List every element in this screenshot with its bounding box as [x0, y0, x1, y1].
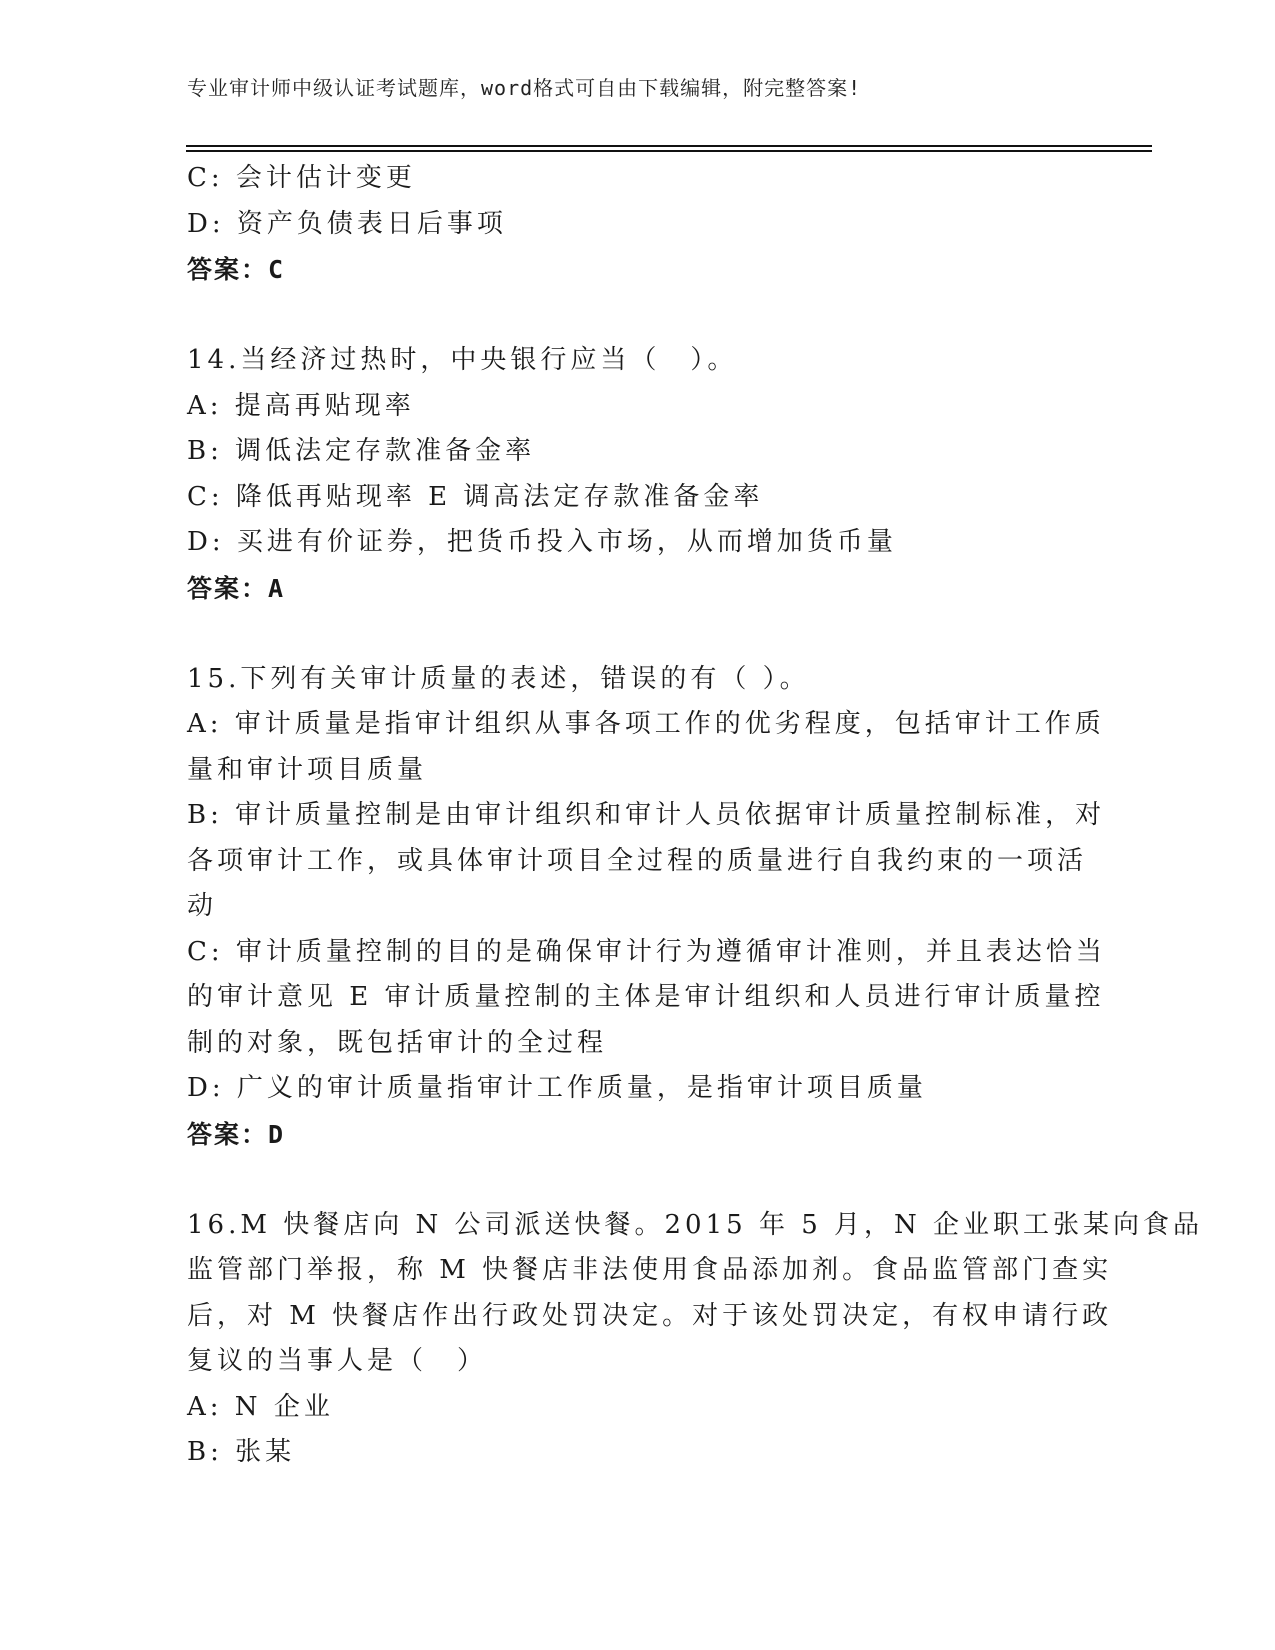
q15-option-a-line1: A: 审计质量是指审计组织从事各项工作的优劣程度，包括审计工作质 — [187, 709, 1105, 739]
header-rule-top — [186, 145, 1152, 147]
page-header: 专业审计师中级认证考试题库，word格式可自由下载编辑，附完整答案! — [187, 76, 862, 100]
spacer — [187, 1157, 1087, 1203]
answer: 答案：C — [187, 255, 286, 284]
q14-option-b: B: 调低法定存款准备金率 — [187, 436, 536, 466]
question-16-line4: 复议的当事人是（ ） — [187, 1346, 488, 1376]
question-15: 15.下列有关审计质量的表述，错误的有（ ）。 — [187, 663, 810, 694]
question-16-line2: 监管部门举报，称 M 快餐店非法使用食品添加剂。食品监管部门查实 — [187, 1255, 1113, 1285]
q14-option-d: D: 买进有价证券，把货币投入市场，从而增加货币量 — [187, 527, 897, 557]
q14-answer: 答案：A — [187, 573, 286, 603]
q16-option-a: A: N 企业 — [187, 1391, 334, 1422]
spacer — [187, 293, 1087, 339]
q15-option-b-line2: 各项审计工作，或具体审计项目全过程的质量进行自我约束的一项活 — [187, 845, 1088, 876]
q15-option-a-line2: 量和审计项目质量 — [187, 754, 428, 785]
q15-option-b-line1: B: 审计质量控制是由审计组织和审计人员依据审计质量控制标准，对 — [187, 800, 1106, 830]
q14-option-a: A: 提高再贴现率 — [187, 390, 415, 421]
q14-option-c: C: 降低再贴现率 E 调高法定存款准备金率 — [187, 481, 764, 512]
spacer — [187, 611, 1087, 657]
question-14: 14.当经济过热时，中央银行应当（ ）。 — [187, 345, 738, 375]
q15-answer: 答案：D — [187, 1119, 286, 1149]
header-rule-bottom — [186, 150, 1152, 152]
q15-option-c-line1: C: 审计质量控制的目的是确保审计行为遵循审计准则，并且表达恰当 — [187, 936, 1106, 967]
question-16-line3: 后，对 M 快餐店作出行政处罚决定。对于该处罚决定，有权申请行政 — [187, 1300, 1113, 1331]
q15-option-d: D: 广义的审计质量指审计工作质量，是指审计项目质量 — [187, 1073, 927, 1103]
document-body — [187, 156, 1204, 1476]
option-d: D: 资产负债表日后事项 — [187, 208, 507, 239]
question-16-line1: 16.M 快餐店向 N 公司派送快餐。2015 年 5 月，N 企业职工张某向食品 — [187, 1209, 1204, 1240]
option-c: C: 会计估计变更 — [187, 163, 416, 193]
q15-option-b-line3: 动 — [187, 891, 218, 921]
q15-option-c-line3: 制的对象，既包括审计的全过程 — [187, 1027, 608, 1058]
q15-option-c-line2: 的审计意见 E 审计质量控制的主体是审计组织和人员进行审计质量控 — [187, 982, 1105, 1012]
q16-option-b: B: 张某 — [187, 1437, 296, 1467]
